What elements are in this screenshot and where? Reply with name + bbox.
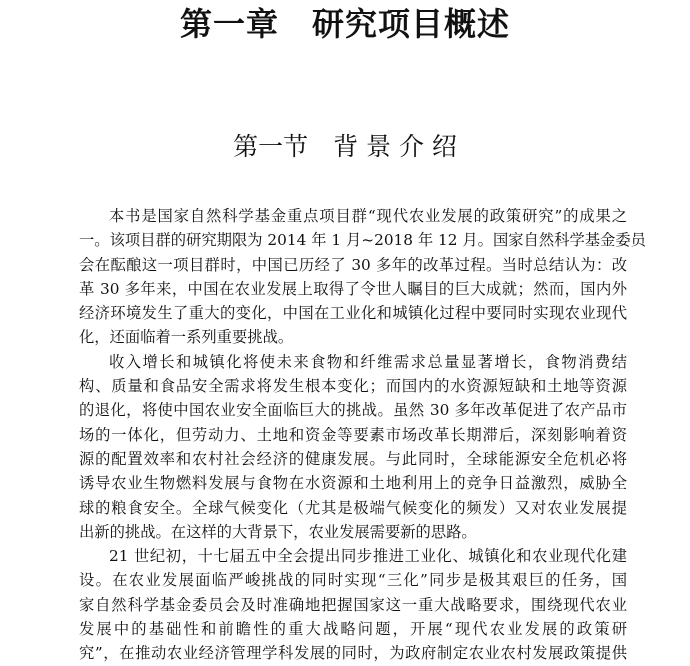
text-line: 诱导农业生物燃料发展与食物在水资源和土地利用上的竞争日益激烈，威胁全 bbox=[79, 474, 627, 493]
text-line: 本书是国家自然科学基金重点项目群“现代农业发展的政策研究”的成果之 bbox=[109, 207, 627, 225]
text-line: 一。该项目群的研究期限为 2014 年 1 月~2018 年 12 月。国家自然科学基金委员 bbox=[79, 231, 646, 250]
text-line: 会在酝酿这一项目群时，中国已历经了 30 多年的改革过程。当时总结认为：改 bbox=[79, 255, 627, 274]
text-line: 家自然科学基金委员会及时准确地把握国家这一重大战略要求，围绕现代农业 bbox=[79, 595, 627, 614]
text-line: 的退化，将使中国农业安全面临巨大的挑战。虽然 30 多年改革促进了农产品市 bbox=[79, 401, 627, 420]
chapter-title: 第一章 研究项目概述 bbox=[179, 5, 510, 43]
text-line: 化，还面临着一系列重要挑战。 bbox=[79, 328, 294, 347]
text-line: 发展中的基础性和前瞻性的重大战略问题，开展“现代农业发展的政策研 bbox=[79, 620, 627, 639]
text-line: 场的一体化，但劳动力、土地和资金等要素市场改革长期滞后，深刻影响着资 bbox=[79, 425, 627, 444]
section-title: 第一节 背 景 介 绍 bbox=[233, 132, 457, 161]
text-line: 设。在农业发展面临严峻挑战的同时实现“三化”同步是极其艰巨的任务，国 bbox=[79, 571, 627, 590]
text-line: 球的粮食安全。全球气候变化（尤其是极端气候变化的频发）又对农业发展提 bbox=[79, 498, 627, 517]
text-line: 革 30 多年来，中国在农业发展上取得了令世人瞩目的巨大成就；然而，国内外 bbox=[79, 279, 627, 298]
text-line: 出新的挑战。在这样的大背景下，农业发展需要新的思路。 bbox=[79, 522, 477, 541]
body-text bbox=[79, 204, 646, 666]
text-line: 究”，在推动农业经济管理学科发展的同时，为政府制定农业农村发展政策提供 bbox=[79, 644, 627, 663]
text-line: 收入增长和城镇化将使未来食物和纤维需求总量显著增长，食物消费结 bbox=[109, 352, 627, 371]
text-line: 21 世纪初，十七届五中全会提出同步推进工业化、城镇化和农业现代化建 bbox=[109, 547, 627, 566]
text-line: 经济环境发生了重大的变化，中国在工业化和城镇化过程中要同时实现农业现代 bbox=[79, 304, 627, 323]
text-line: 源的配置效率和农村社会经济的健康发展。与此同时，全球能源安全危机必将 bbox=[79, 449, 627, 468]
text-line: 构、质量和食品安全需求将发生根本变化；而国内的水资源短缺和土地等资源 bbox=[79, 377, 627, 396]
